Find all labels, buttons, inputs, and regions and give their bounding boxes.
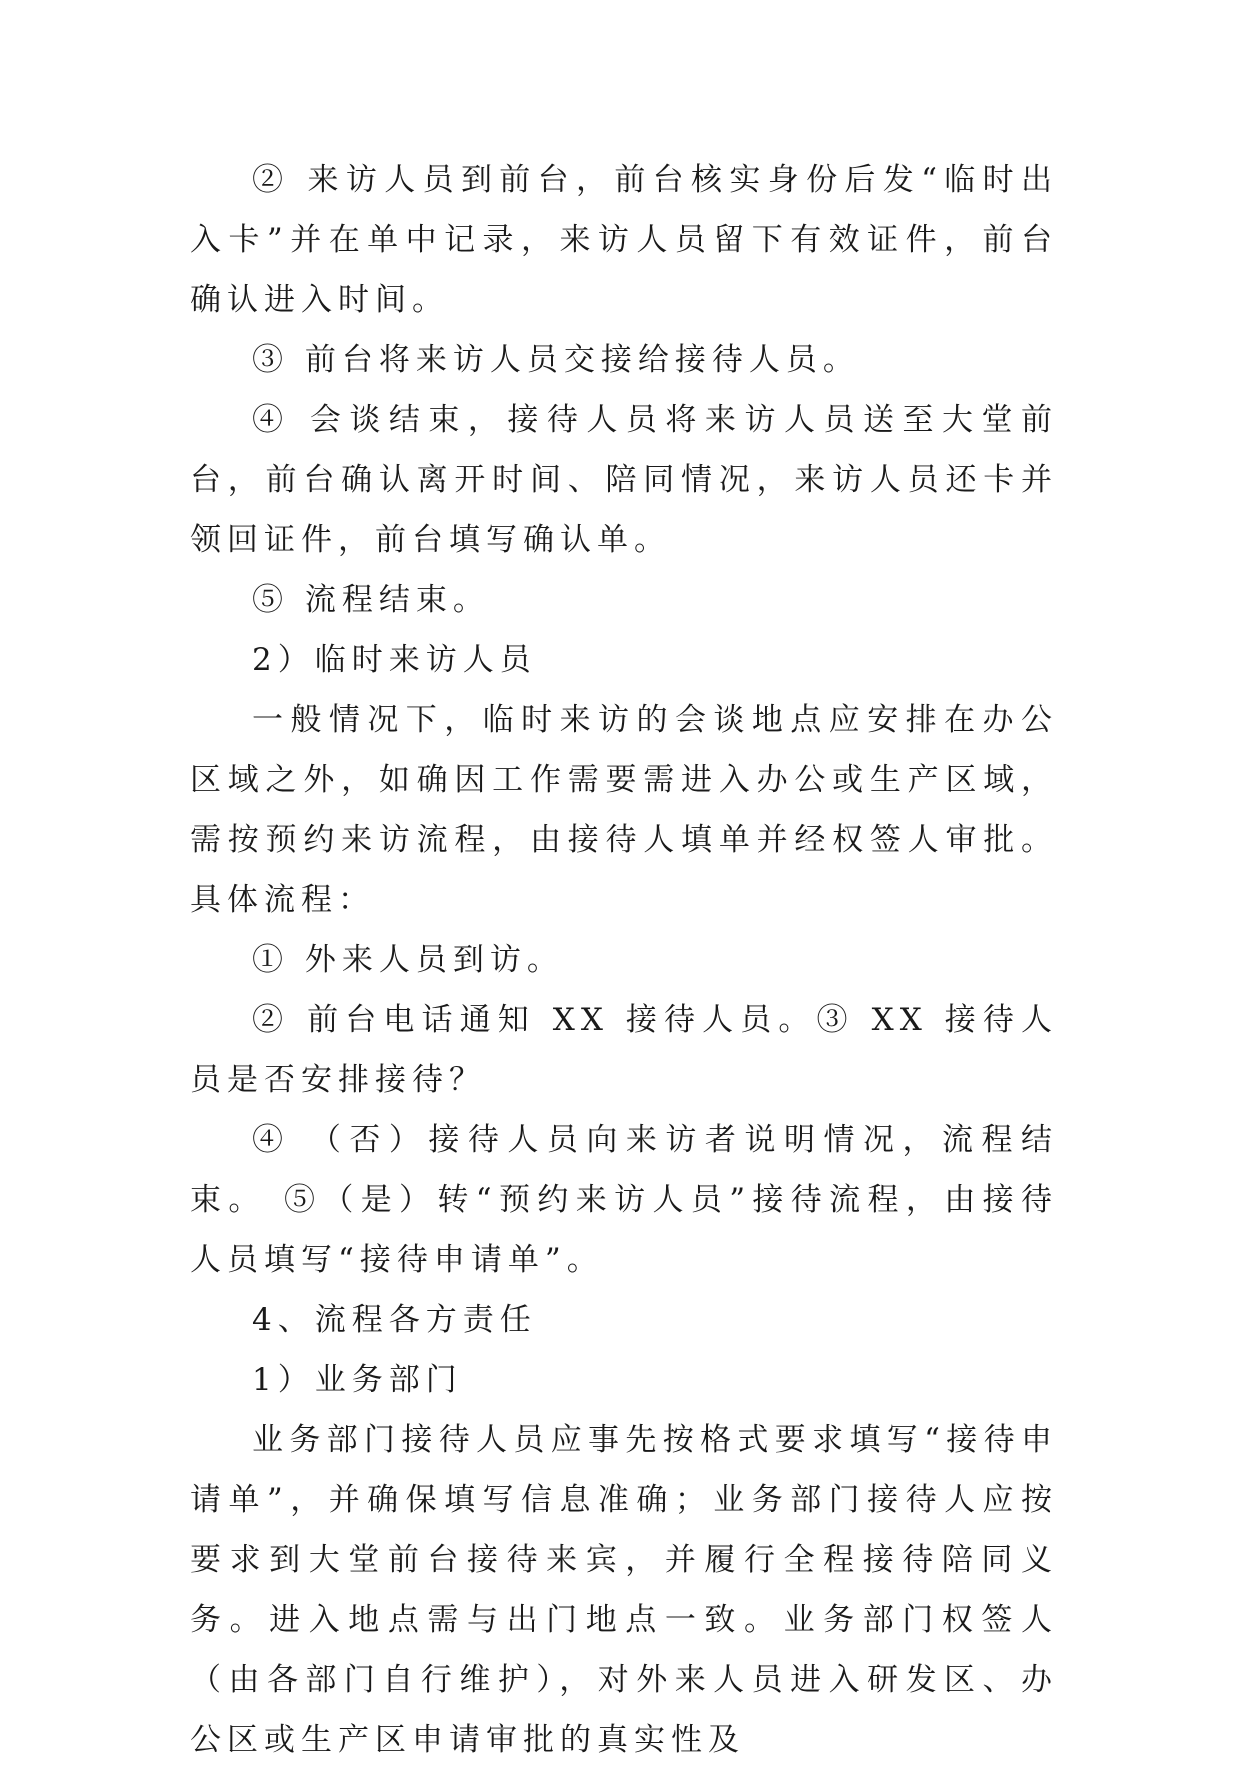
subheading-temporary-visitors: 2）临时来访人员 [252, 642, 537, 678]
paragraph-step-5: ⑤ 流程结束。 [252, 582, 490, 618]
subheading-business-department: 1）业务部门 [252, 1362, 463, 1398]
paragraph-phone-notify: ② 前台电话通知 XX 接待人员。③ XX 接待人员是否安排接待？ [190, 1002, 1058, 1098]
paragraph-step-3: ③ 前台将来访人员交接给接待人员。 [252, 342, 860, 378]
paragraph-temporary-visitors: 一般情况下，临时来访的会谈地点应安排在办公区域之外，如确因工作需要需进入办公或生产区域，需按预约来访流程，由接待人填单并经权签人审批。 具体流程： [190, 702, 1058, 918]
paragraph-decision: ④ （否）接待人员向来访者说明情况，流程结束。 ⑤（是）转“预约来访人员”接待流程，由接待人员填写“接待申请单”。 [190, 1122, 1058, 1278]
paragraph-step-2: ② 来访人员到前台，前台核实身份后发“临时出入卡”并在单中记录，来访人员留下有效证件，前台确认进入时间。 [190, 162, 1058, 318]
paragraph-business-department: 业务部门接待人员应事先按格式要求填写“接待申请单”，并确保填写信息准确；业务部门接待人应按要求到大堂前台接待来宾，并履行全程接待陪同义务。进入地点需与出门地点一致。业务部门权签人（由各部门自行维护），对外来人员进入研发区、办公区或生产区申请审批的真实性及 [190, 1422, 1058, 1758]
heading-responsibilities: 4、流程各方责任 [252, 1302, 537, 1338]
paragraph-step-4: ④ 会谈结束，接待人员将来访人员送至大堂前台，前台确认离开时间、陪同情况，来访人员还卡并领回证件，前台填写确认单。 [190, 402, 1058, 558]
paragraph-visitor-arrival: ① 外来人员到访。 [252, 942, 564, 978]
document-body [190, 150, 1058, 1770]
